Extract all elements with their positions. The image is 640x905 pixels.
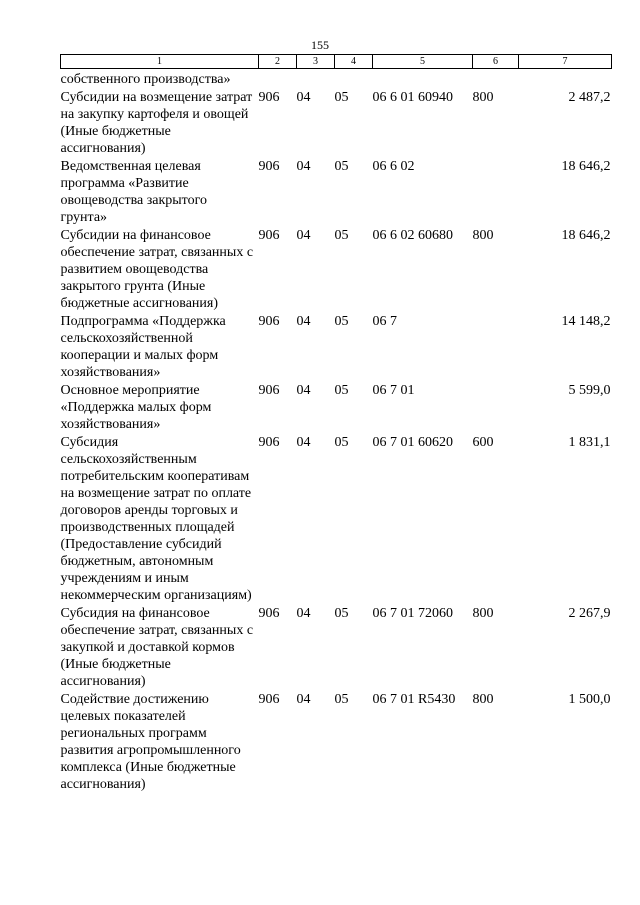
- row-target: 06 6 02: [372, 159, 415, 174]
- row-subsection: 05: [334, 606, 349, 621]
- continuation-row: [61, 69, 612, 89]
- row-section: 04: [296, 314, 311, 329]
- row-expense-type: [473, 157, 519, 226]
- row-amount: 1 831,1: [568, 435, 611, 450]
- column-header-target: 5: [373, 55, 473, 69]
- row-subsection: 05: [334, 228, 349, 243]
- row-expense-type: 800: [472, 90, 494, 105]
- row-name: Субсидия сельскохозяйственным потребительским кооперативам на возмещение затрат по оплате договоров аренды торговых и производственных площадей (Предоставление субсидий бюджетным, автономным учреждениям и иным некоммерческим организациям): [60, 435, 252, 603]
- table-row: [61, 226, 612, 312]
- row-subsection: 05: [334, 314, 349, 329]
- table-row: [61, 604, 612, 690]
- row-ministry: 906: [258, 383, 280, 398]
- row-amount: 18 646,2: [561, 159, 611, 174]
- row-subsection: 05: [334, 383, 349, 398]
- row-section: 04: [296, 159, 311, 174]
- row-section: 04: [296, 692, 311, 707]
- row-amount: 2 267,9: [568, 606, 611, 621]
- row-target: 06 6 01 60940: [372, 90, 453, 105]
- row-name: Содействие достижению целевых показателей региональных программ развития агропромышленного комплекса (Иные бюджетные ассигнования): [60, 692, 241, 792]
- row-name: Ведомственная целевая программа «Развитие овощеводства закрытого грунта»: [60, 159, 207, 225]
- row-amount: 5 599,0: [568, 383, 611, 398]
- row-target: 06 7 01 72060: [372, 606, 453, 621]
- row-target: 06 6 02 60680: [372, 228, 453, 243]
- row-expense-type: 600: [472, 435, 494, 450]
- table-row: [61, 690, 612, 793]
- table-row: [61, 157, 612, 226]
- column-header-ministry: 2: [259, 55, 297, 69]
- row-ministry: 906: [258, 606, 280, 621]
- column-header-expense-type: 6: [473, 55, 519, 69]
- page-number: 155: [311, 38, 329, 52]
- row-expense-type: 800: [472, 606, 494, 621]
- row-section: 04: [296, 90, 311, 105]
- row-section: 04: [296, 383, 311, 398]
- row-ministry: 906: [258, 228, 280, 243]
- row-ministry: 906: [258, 435, 280, 450]
- budget-table: [60, 54, 612, 793]
- row-amount: 1 500,0: [568, 692, 611, 707]
- row-expense-type: 800: [472, 228, 494, 243]
- column-header-amount: 7: [519, 55, 612, 69]
- row-section: 04: [296, 606, 311, 621]
- row-ministry: 906: [258, 90, 280, 105]
- table-row: [61, 433, 612, 604]
- row-subsection: 05: [334, 692, 349, 707]
- row-target: 06 7: [372, 314, 397, 329]
- row-amount: 2 487,2: [568, 90, 611, 105]
- column-header-name: 1: [61, 55, 259, 69]
- row-expense-type: [473, 381, 519, 433]
- table-header: [61, 55, 612, 69]
- row-section: 04: [296, 228, 311, 243]
- row-subsection: 05: [334, 435, 349, 450]
- row-section: 04: [296, 435, 311, 450]
- row-name: Подпрограмма «Поддержка сельскохозяйственной кооперации и малых форм хозяйствования»: [60, 314, 226, 380]
- row-expense-type: 800: [472, 692, 494, 707]
- table-row: [61, 312, 612, 381]
- row-subsection: 05: [334, 159, 349, 174]
- row-ministry: 906: [258, 159, 280, 174]
- row-name: Субсидии на финансовое обеспечение затрат, связанных с развитием овощеводства закрытого грунта (Иные бюджетные ассигнования): [60, 228, 254, 311]
- row-expense-type: [473, 312, 519, 381]
- row-name: Субсидия на финансовое обеспечение затрат, связанных с закупкой и доставкой кормов (Иные бюджетные ассигнования): [60, 606, 254, 689]
- row-target: 06 7 01 60620: [372, 435, 453, 450]
- table-row: [61, 88, 612, 157]
- row-subsection: 05: [334, 90, 349, 105]
- row-name: Субсидии на возмещение затрат на закупку картофеля и овощей (Иные бюджетные ассигнования): [60, 90, 253, 156]
- row-amount: 14 148,2: [561, 314, 611, 329]
- row-target: 06 7 01 R5430: [372, 692, 456, 707]
- row-name: Основное мероприятие «Поддержка малых форм хозяйствования»: [60, 383, 212, 432]
- continuation-text: собственного производства»: [60, 72, 231, 87]
- row-ministry: 906: [258, 314, 280, 329]
- column-header-section: 3: [297, 55, 335, 69]
- row-ministry: 906: [258, 692, 280, 707]
- column-header-subsection: 4: [335, 55, 373, 69]
- row-amount: 18 646,2: [561, 228, 611, 243]
- row-target: 06 7 01: [372, 383, 415, 398]
- table-row: [61, 381, 612, 433]
